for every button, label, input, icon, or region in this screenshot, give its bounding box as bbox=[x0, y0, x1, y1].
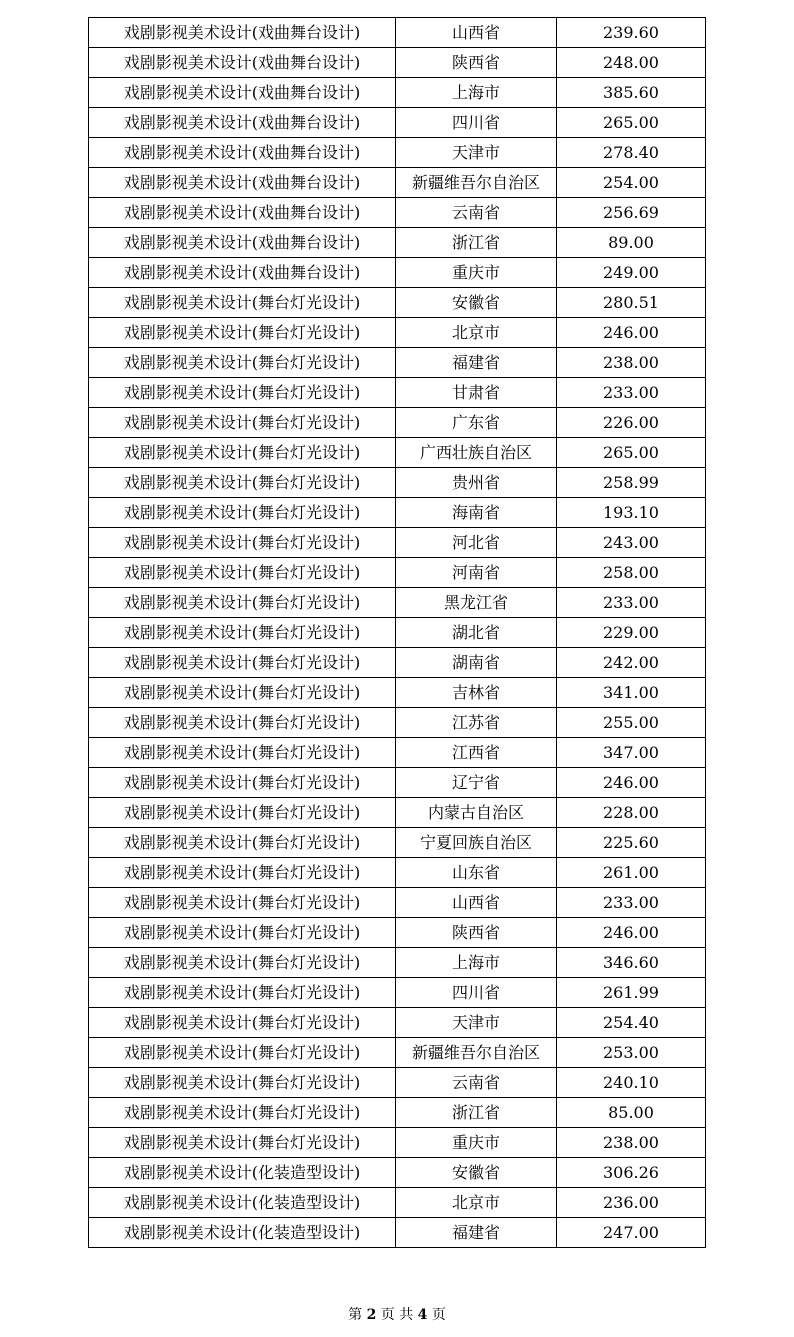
cell-major: 戏剧影视美术设计(舞台灯光设计) bbox=[89, 708, 396, 738]
cell-province: 海南省 bbox=[396, 498, 557, 528]
cell-major: 戏剧影视美术设计(戏曲舞台设计) bbox=[89, 108, 396, 138]
cell-score: 233.00 bbox=[557, 588, 706, 618]
cell-score: 239.60 bbox=[557, 18, 706, 48]
cell-province: 云南省 bbox=[396, 1068, 557, 1098]
cell-score: 254.00 bbox=[557, 168, 706, 198]
cell-province: 江西省 bbox=[396, 738, 557, 768]
score-table bbox=[88, 17, 706, 1248]
table-row bbox=[89, 888, 706, 918]
table-row bbox=[89, 558, 706, 588]
cell-province: 四川省 bbox=[396, 108, 557, 138]
cell-province: 上海市 bbox=[396, 948, 557, 978]
cell-score: 248.00 bbox=[557, 48, 706, 78]
cell-province: 山西省 bbox=[396, 888, 557, 918]
cell-province: 江苏省 bbox=[396, 708, 557, 738]
cell-major: 戏剧影视美术设计(舞台灯光设计) bbox=[89, 1038, 396, 1068]
cell-province: 甘肃省 bbox=[396, 378, 557, 408]
table-row bbox=[89, 618, 706, 648]
cell-score: 228.00 bbox=[557, 798, 706, 828]
table-row bbox=[89, 768, 706, 798]
cell-major: 戏剧影视美术设计(舞台灯光设计) bbox=[89, 528, 396, 558]
cell-score: 89.00 bbox=[557, 228, 706, 258]
cell-province: 山东省 bbox=[396, 858, 557, 888]
cell-province: 湖北省 bbox=[396, 618, 557, 648]
cell-score: 258.99 bbox=[557, 468, 706, 498]
table-row bbox=[89, 588, 706, 618]
cell-major: 戏剧影视美术设计(舞台灯光设计) bbox=[89, 438, 396, 468]
table-row bbox=[89, 1188, 706, 1218]
cell-score: 278.40 bbox=[557, 138, 706, 168]
table-row bbox=[89, 828, 706, 858]
cell-major: 戏剧影视美术设计(舞台灯光设计) bbox=[89, 558, 396, 588]
cell-province: 上海市 bbox=[396, 78, 557, 108]
table-row bbox=[89, 348, 706, 378]
cell-province: 安徽省 bbox=[396, 1158, 557, 1188]
cell-score: 246.00 bbox=[557, 318, 706, 348]
footer-suffix: 页 bbox=[431, 1307, 446, 1323]
table-row bbox=[89, 978, 706, 1008]
cell-major: 戏剧影视美术设计(戏曲舞台设计) bbox=[89, 228, 396, 258]
cell-major: 戏剧影视美术设计(戏曲舞台设计) bbox=[89, 198, 396, 228]
cell-major: 戏剧影视美术设计(舞台灯光设计) bbox=[89, 588, 396, 618]
table-row bbox=[89, 858, 706, 888]
cell-score: 265.00 bbox=[557, 438, 706, 468]
table-row bbox=[89, 798, 706, 828]
cell-score: 238.00 bbox=[557, 348, 706, 378]
table-row bbox=[89, 408, 706, 438]
cell-province: 四川省 bbox=[396, 978, 557, 1008]
cell-score: 341.00 bbox=[557, 678, 706, 708]
table-row bbox=[89, 648, 706, 678]
table-body bbox=[89, 18, 706, 1248]
table-row bbox=[89, 1218, 706, 1248]
cell-score: 347.00 bbox=[557, 738, 706, 768]
cell-major: 戏剧影视美术设计(舞台灯光设计) bbox=[89, 738, 396, 768]
table-row bbox=[89, 678, 706, 708]
cell-score: 306.26 bbox=[557, 1158, 706, 1188]
cell-score: 261.00 bbox=[557, 858, 706, 888]
cell-score: 256.69 bbox=[557, 198, 706, 228]
cell-province: 天津市 bbox=[396, 138, 557, 168]
cell-province: 浙江省 bbox=[396, 1098, 557, 1128]
cell-score: 255.00 bbox=[557, 708, 706, 738]
cell-major: 戏剧影视美术设计(戏曲舞台设计) bbox=[89, 168, 396, 198]
cell-score: 233.00 bbox=[557, 888, 706, 918]
cell-major: 戏剧影视美术设计(舞台灯光设计) bbox=[89, 858, 396, 888]
table-row bbox=[89, 468, 706, 498]
cell-major: 戏剧影视美术设计(舞台灯光设计) bbox=[89, 1068, 396, 1098]
cell-major: 戏剧影视美术设计(化装造型设计) bbox=[89, 1218, 396, 1248]
table-row bbox=[89, 918, 706, 948]
table-row bbox=[89, 108, 706, 138]
cell-score: 247.00 bbox=[557, 1218, 706, 1248]
cell-major: 戏剧影视美术设计(戏曲舞台设计) bbox=[89, 48, 396, 78]
table-row bbox=[89, 1008, 706, 1038]
cell-score: 261.99 bbox=[557, 978, 706, 1008]
cell-major: 戏剧影视美术设计(舞台灯光设计) bbox=[89, 648, 396, 678]
table-row bbox=[89, 198, 706, 228]
cell-province: 河北省 bbox=[396, 528, 557, 558]
table-row bbox=[89, 1158, 706, 1188]
cell-score: 280.51 bbox=[557, 288, 706, 318]
table-row bbox=[89, 78, 706, 108]
cell-province: 贵州省 bbox=[396, 468, 557, 498]
cell-province: 吉林省 bbox=[396, 678, 557, 708]
cell-major: 戏剧影视美术设计(戏曲舞台设计) bbox=[89, 138, 396, 168]
cell-major: 戏剧影视美术设计(戏曲舞台设计) bbox=[89, 78, 396, 108]
cell-score: 246.00 bbox=[557, 918, 706, 948]
cell-major: 戏剧影视美术设计(舞台灯光设计) bbox=[89, 468, 396, 498]
cell-major: 戏剧影视美术设计(化装造型设计) bbox=[89, 1158, 396, 1188]
cell-major: 戏剧影视美术设计(戏曲舞台设计) bbox=[89, 258, 396, 288]
cell-major: 戏剧影视美术设计(舞台灯光设计) bbox=[89, 1128, 396, 1158]
cell-major: 戏剧影视美术设计(舞台灯光设计) bbox=[89, 768, 396, 798]
table-row bbox=[89, 1128, 706, 1158]
cell-major: 戏剧影视美术设计(舞台灯光设计) bbox=[89, 288, 396, 318]
cell-score: 249.00 bbox=[557, 258, 706, 288]
table-row bbox=[89, 18, 706, 48]
cell-province: 新疆维吾尔自治区 bbox=[396, 168, 557, 198]
cell-score: 246.00 bbox=[557, 768, 706, 798]
cell-province: 辽宁省 bbox=[396, 768, 557, 798]
cell-major: 戏剧影视美术设计(舞台灯光设计) bbox=[89, 888, 396, 918]
cell-score: 258.00 bbox=[557, 558, 706, 588]
cell-province: 广西壮族自治区 bbox=[396, 438, 557, 468]
cell-province: 山西省 bbox=[396, 18, 557, 48]
cell-province: 湖南省 bbox=[396, 648, 557, 678]
cell-score: 243.00 bbox=[557, 528, 706, 558]
cell-major: 戏剧影视美术设计(舞台灯光设计) bbox=[89, 828, 396, 858]
cell-score: 265.00 bbox=[557, 108, 706, 138]
cell-major: 戏剧影视美术设计(舞台灯光设计) bbox=[89, 1098, 396, 1128]
cell-province: 重庆市 bbox=[396, 258, 557, 288]
cell-province: 福建省 bbox=[396, 348, 557, 378]
table-row bbox=[89, 258, 706, 288]
cell-major: 戏剧影视美术设计(舞台灯光设计) bbox=[89, 678, 396, 708]
cell-major: 戏剧影视美术设计(舞台灯光设计) bbox=[89, 798, 396, 828]
cell-province: 天津市 bbox=[396, 1008, 557, 1038]
cell-score: 193.10 bbox=[557, 498, 706, 528]
cell-score: 226.00 bbox=[557, 408, 706, 438]
cell-major: 戏剧影视美术设计(舞台灯光设计) bbox=[89, 318, 396, 348]
cell-score: 238.00 bbox=[557, 1128, 706, 1158]
cell-score: 385.60 bbox=[557, 78, 706, 108]
cell-major: 戏剧影视美术设计(化装造型设计) bbox=[89, 1188, 396, 1218]
cell-province: 河南省 bbox=[396, 558, 557, 588]
cell-score: 236.00 bbox=[557, 1188, 706, 1218]
cell-score: 242.00 bbox=[557, 648, 706, 678]
cell-major: 戏剧影视美术设计(舞台灯光设计) bbox=[89, 918, 396, 948]
cell-score: 240.10 bbox=[557, 1068, 706, 1098]
cell-province: 陕西省 bbox=[396, 48, 557, 78]
cell-province: 宁夏回族自治区 bbox=[396, 828, 557, 858]
table-row bbox=[89, 228, 706, 258]
cell-score: 229.00 bbox=[557, 618, 706, 648]
table-row bbox=[89, 318, 706, 348]
cell-major: 戏剧影视美术设计(戏曲舞台设计) bbox=[89, 18, 396, 48]
table-row bbox=[89, 168, 706, 198]
cell-major: 戏剧影视美术设计(舞台灯光设计) bbox=[89, 408, 396, 438]
cell-province: 北京市 bbox=[396, 318, 557, 348]
cell-province: 浙江省 bbox=[396, 228, 557, 258]
footer-middle: 页 共 bbox=[380, 1307, 414, 1323]
table-row bbox=[89, 378, 706, 408]
cell-province: 北京市 bbox=[396, 1188, 557, 1218]
cell-major: 戏剧影视美术设计(舞台灯光设计) bbox=[89, 1008, 396, 1038]
cell-province: 内蒙古自治区 bbox=[396, 798, 557, 828]
table-row bbox=[89, 288, 706, 318]
footer-page-number: 2 bbox=[366, 1307, 377, 1323]
table-row bbox=[89, 498, 706, 528]
table-row bbox=[89, 1098, 706, 1128]
cell-score: 85.00 bbox=[557, 1098, 706, 1128]
cell-province: 安徽省 bbox=[396, 288, 557, 318]
footer-prefix: 第 bbox=[348, 1307, 363, 1323]
cell-major: 戏剧影视美术设计(舞台灯光设计) bbox=[89, 378, 396, 408]
cell-major: 戏剧影视美术设计(舞台灯光设计) bbox=[89, 348, 396, 378]
footer-total-pages: 4 bbox=[417, 1307, 428, 1323]
page-footer bbox=[0, 1305, 794, 1325]
table-row bbox=[89, 948, 706, 978]
cell-major: 戏剧影视美术设计(舞台灯光设计) bbox=[89, 498, 396, 528]
cell-province: 新疆维吾尔自治区 bbox=[396, 1038, 557, 1068]
table-row bbox=[89, 1038, 706, 1068]
table-row bbox=[89, 528, 706, 558]
cell-province: 福建省 bbox=[396, 1218, 557, 1248]
cell-score: 253.00 bbox=[557, 1038, 706, 1068]
cell-province: 重庆市 bbox=[396, 1128, 557, 1158]
table-row bbox=[89, 1068, 706, 1098]
cell-major: 戏剧影视美术设计(舞台灯光设计) bbox=[89, 948, 396, 978]
cell-province: 黑龙江省 bbox=[396, 588, 557, 618]
cell-province: 广东省 bbox=[396, 408, 557, 438]
table-row bbox=[89, 48, 706, 78]
cell-province: 云南省 bbox=[396, 198, 557, 228]
table-row bbox=[89, 438, 706, 468]
cell-score: 346.60 bbox=[557, 948, 706, 978]
cell-province: 陕西省 bbox=[396, 918, 557, 948]
cell-major: 戏剧影视美术设计(舞台灯光设计) bbox=[89, 978, 396, 1008]
cell-score: 233.00 bbox=[557, 378, 706, 408]
cell-score: 254.40 bbox=[557, 1008, 706, 1038]
table-row bbox=[89, 738, 706, 768]
cell-major: 戏剧影视美术设计(舞台灯光设计) bbox=[89, 618, 396, 648]
table-row bbox=[89, 708, 706, 738]
cell-score: 225.60 bbox=[557, 828, 706, 858]
table-row bbox=[89, 138, 706, 168]
